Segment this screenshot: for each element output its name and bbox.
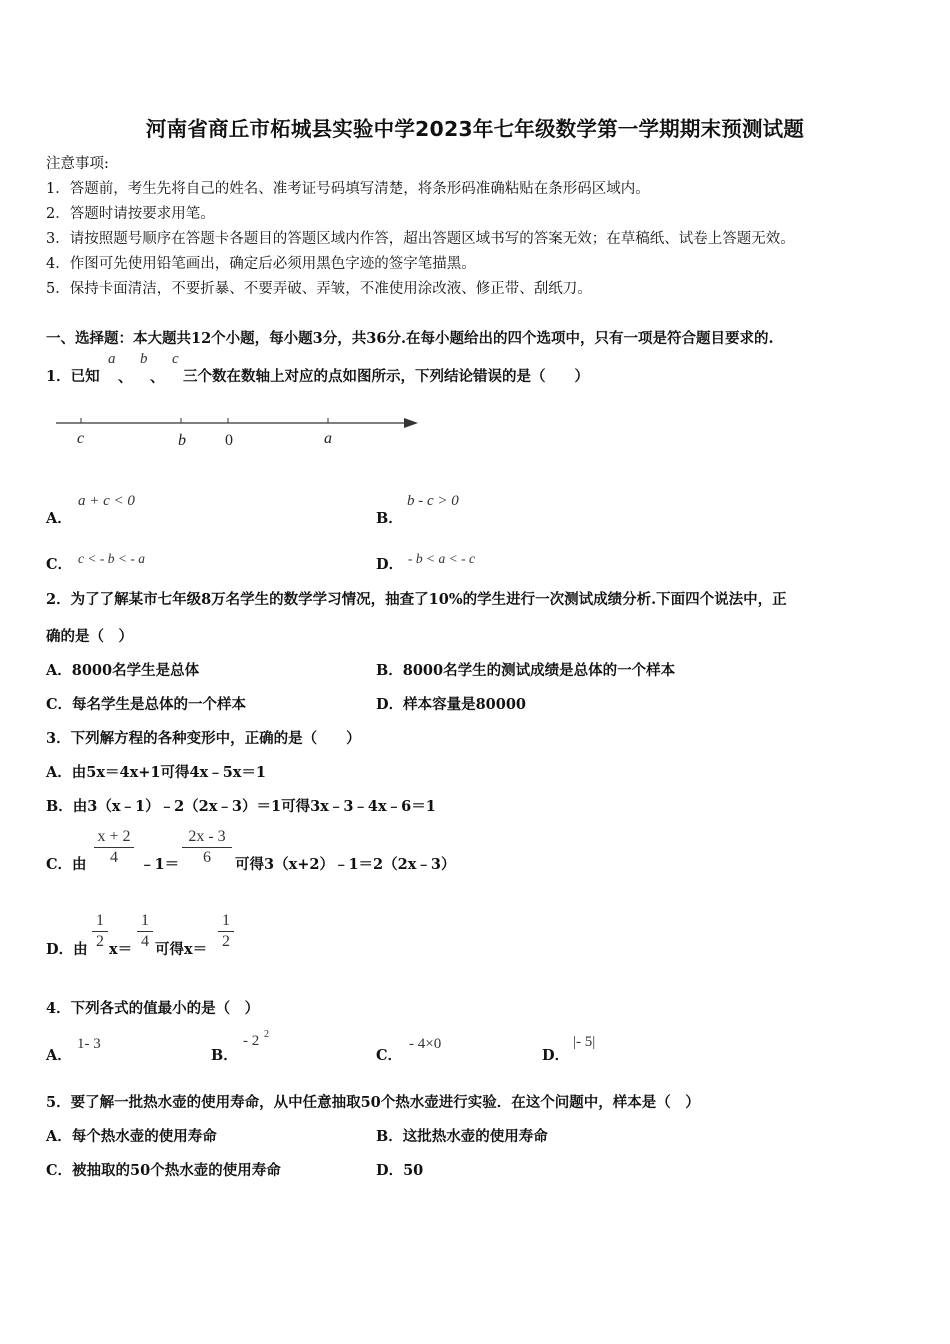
q3-option-d-prefix: D．由	[46, 941, 88, 958]
notice-item: 5．保持卡面清洁，不要折暴、不要弄破、弄皱，不准使用涂改液、修正带、刮纸刀。	[46, 281, 592, 297]
q4-option-a-label: A．	[46, 1047, 72, 1064]
q3-option-c-suffix: 可得3（x+2）﹣1＝2（2x﹣3）	[235, 856, 456, 873]
axis-label-b: b	[178, 432, 186, 449]
q2-stem-line2: 确的是（ ）	[46, 628, 133, 645]
notice-item: 2．答题时请按要求用笔。	[46, 206, 215, 222]
q3-d-fraction-1	[92, 912, 108, 951]
q3-option-c-mid: ﹣1＝	[140, 856, 180, 873]
q1-sep: 、	[150, 369, 165, 386]
q1-option-c-math: c < - b < - a	[78, 551, 145, 566]
fraction-denominator: 4	[110, 849, 118, 866]
q3-c-fraction-2	[182, 828, 232, 867]
q1-option-a-math: a + c < 0	[78, 493, 135, 509]
q5-option-b: B．这批热水壶的使用寿命	[376, 1128, 548, 1145]
q2-stem-line1: 2．为了了解某市七年级8万名学生的数学学习情况，抽查了10%的学生进行一次测试成绩分析.下面四个说法中，正	[46, 591, 787, 608]
q2-option-a: A．8000名学生是总体	[46, 662, 200, 679]
q4-option-c-label: C．	[376, 1047, 403, 1064]
q2-option-d: D．样本容量是80000	[376, 696, 527, 713]
notice-heading: 注意事项:	[46, 156, 109, 172]
fraction-denominator: 4	[141, 933, 149, 950]
fraction-denominator: 6	[203, 849, 211, 866]
q5-option-d: D．50	[376, 1162, 424, 1179]
section-heading: 一、选择题：本大题共12个小题，每小题3分，共36分.在每小题给出的四个选项中，只有一项是符合题目要求的.	[46, 330, 774, 347]
q3-option-c-prefix: C．由	[46, 856, 87, 873]
fraction-denominator: 2	[96, 933, 104, 950]
q4-option-a-math: 1- 3	[77, 1036, 101, 1052]
fraction-numerator: 1	[218, 912, 234, 932]
number-line-arrow	[404, 418, 418, 428]
notice-item: 4．作图可先使用铅笔画出，确定后必须用黑色字迹的签字笔描黑。	[46, 256, 476, 272]
q3-d-fraction-3	[218, 912, 234, 951]
fraction-numerator: 1	[137, 912, 153, 932]
q1-sep: 、	[118, 369, 133, 386]
q4-option-b-exponent: 2	[264, 1029, 269, 1040]
axis-label-c: c	[77, 430, 85, 447]
q2-option-b: B．8000名学生的测试成绩是总体的一个样本	[376, 662, 676, 679]
q1-option-c-label: C．	[46, 556, 73, 573]
notice-item: 3．请按照题号顺序在答题卡各题目的答题区域内作答，超出答题区域书写的答案无效；在草稿纸、试卷上答题无效。	[46, 231, 795, 247]
q1-option-b-math: b - c > 0	[407, 493, 459, 509]
q1-var-a: a	[108, 351, 116, 367]
page-title: 河南省商丘市柘城县实验中学2023年七年级数学第一学期期末预测试题	[145, 117, 805, 141]
q4-option-d-math: |- 5|	[573, 1034, 596, 1050]
q5-option-a: A．每个热水壶的使用寿命	[46, 1128, 217, 1145]
q1-var-c: c	[172, 351, 179, 367]
q3-option-d-mid: 可得x＝	[155, 941, 208, 958]
q1-var-b: b	[140, 351, 148, 367]
axis-label-zero: 0	[225, 432, 233, 449]
q2-option-c: C．每名学生是总体的一个样本	[46, 696, 247, 713]
q1-option-b-label: B．	[376, 510, 403, 527]
q4-option-b-math: - 2	[243, 1033, 260, 1049]
number-line	[50, 408, 430, 458]
q3-stem: 3．下列解方程的各种变形中，正确的是（ ）	[46, 730, 361, 747]
q4-option-d-label: D．	[542, 1047, 570, 1064]
notice-item: 1．答题前，考生先将自己的姓名、准考证号码填写清楚，将条形码准确粘贴在条形码区域内。	[46, 181, 650, 197]
fraction-numerator: x + 2	[94, 828, 134, 848]
q4-option-c-math: - 4×0	[409, 1036, 442, 1052]
q4-option-b-label: B．	[211, 1047, 238, 1064]
fraction-denominator: 2	[222, 933, 230, 950]
q5-stem: 5．要了解一批热水壶的使用寿命，从中任意抽取50个热水壶进行实验．在这个问题中，样本是（ ）	[46, 1094, 700, 1111]
q3-option-d-x-eq: x＝	[109, 941, 133, 958]
q1-prefix: 1．已知	[46, 368, 100, 385]
q5-option-c: C．被抽取的50个热水壶的使用寿命	[46, 1162, 281, 1179]
axis-label-a: a	[324, 430, 332, 447]
q3-option-a: A．由5x＝4x+1可得4x﹣5x＝1	[46, 764, 267, 781]
q1-option-a-label: A．	[46, 510, 72, 527]
q1-suffix: 三个数在数轴上对应的点如图所示，下列结论错误的是（ ）	[183, 368, 589, 385]
q4-stem: 4．下列各式的值最小的是（ ）	[46, 1000, 260, 1017]
q3-option-b: B．由3（x﹣1）﹣2（2x﹣3）＝1可得3x﹣3﹣4x﹣6＝1	[46, 798, 436, 815]
fraction-numerator: 2x - 3	[182, 828, 232, 848]
q1-option-d-math: - b < a < - c	[408, 551, 475, 566]
q3-d-fraction-2	[137, 912, 153, 951]
q3-c-fraction-1	[94, 828, 134, 867]
fraction-numerator: 1	[92, 912, 108, 932]
q1-option-d-label: D．	[376, 556, 404, 573]
